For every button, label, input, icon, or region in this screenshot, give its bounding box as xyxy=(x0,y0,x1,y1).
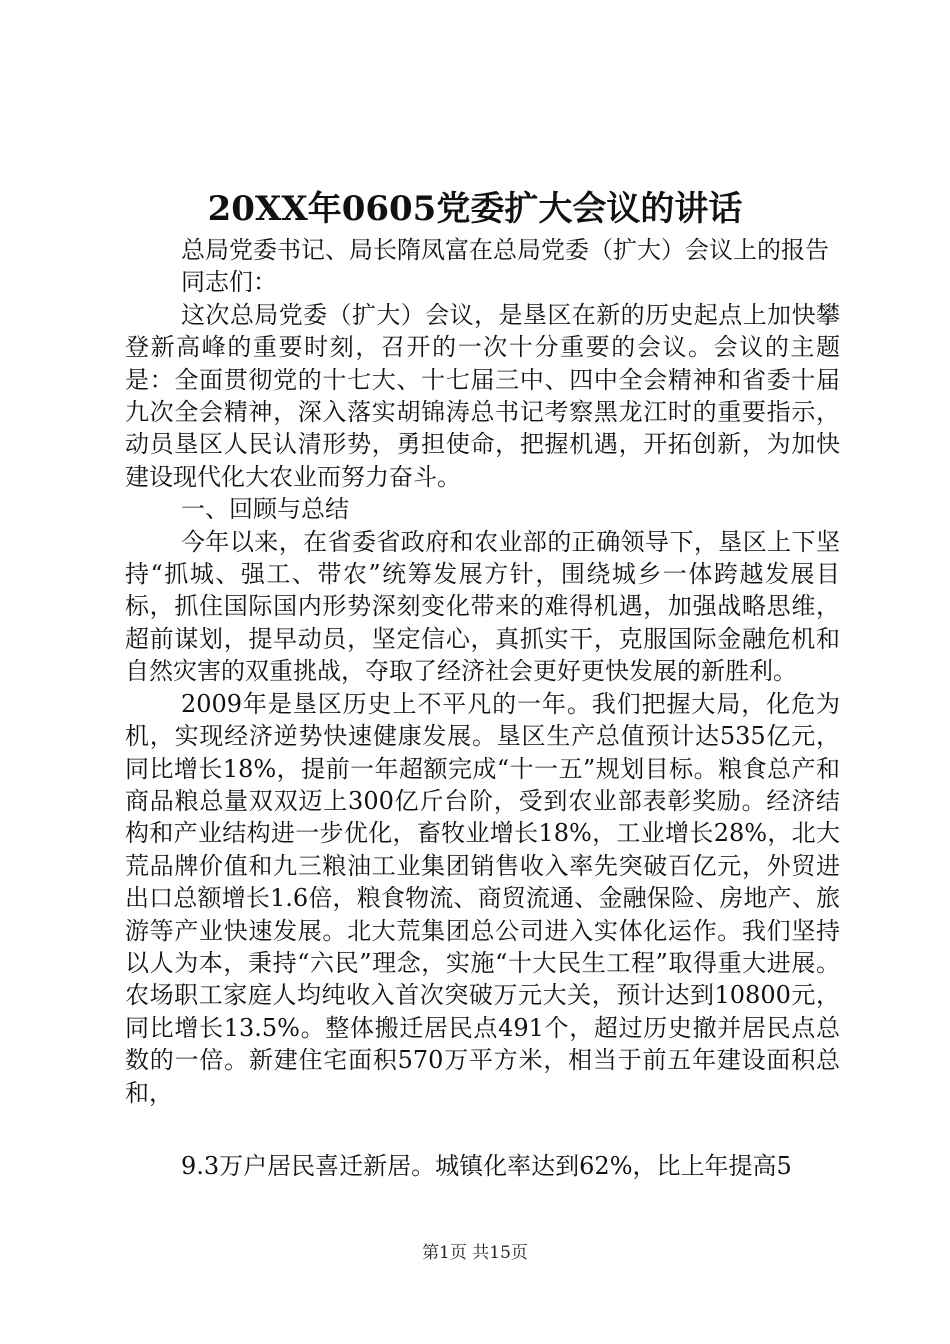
paragraph-continuation: 9.3万户居民喜迁新居。城镇化率达到62%，比上年提高5 xyxy=(181,1152,792,1180)
document-title: 20XX年0605党委扩大会议的讲话 xyxy=(207,189,743,229)
paragraph-2009: 2009年是垦区历史上不平凡的一年。我们把握大局，化危为机，实现经济逆势快速健康发展。垦区生产总值预计达535亿元，同比增长18%，提前一年超额完成“十一五”规划目标。粮食总产和商品粮总量双双迈上300亿斤台阶，受到农业部表彰奖励。经济结构和产业结构进一步优化，畜牧业增长18%，工业增长28%，北大荒品牌价值和九三粮油工业集团销售收入率先突破百亿元，外贸进出口总额增长1.6倍，粮食物流、商贸流通、金融保险、房地产、旅游等产业快速发展。北大荒集团总公司进入实体化运作。我们坚持以人为本，秉持“六民”理念，实施“十大民生工程”取得重大进展。农场职工家庭人均纯收入首次突破万元大关，预计达到10800元，同比增长13.5%。整体搬迁居民点491个，超过历史撤并居民点总数的一倍。新建住宅面积570万平方米，相当于前五年建设面积总和， xyxy=(125,689,840,1107)
salutation: 同志们： xyxy=(181,268,277,297)
report-subtitle: 总局党委书记、局长隋凤富在总局党委（扩大）会议上的报告 xyxy=(181,236,829,264)
document-body xyxy=(125,234,840,1109)
paragraph-intro: 这次总局党委（扩大）会议，是垦区在新的历史起点上加快攀登新高峰的重要时刻，召开的一次十分重要的会议。会议的主题是：全面贯彻党的十七大、十七届三中、四中全会精神和省委十届九次全会精神，深入落实胡锦涛总书记考察黑龙江时的重要指示，动员垦区人民认清形势，勇担使命，把握机遇，开拓创新，为加快建设现代化大农业而努力奋斗。 xyxy=(125,300,840,491)
page-footer: 第1页 共15页 xyxy=(422,1243,528,1263)
section-heading: 一、回顾与总结 xyxy=(181,495,349,524)
paragraph-review: 今年以来，在省委省政府和农业部的正确领导下，垦区上下坚持“抓城、强工、带农”统筹发展方针，围绕城乡一体跨越发展目标，抓住国际国内形势深刻变化带来的难得机遇，加强战略思维，超前谋划，提早动员，坚定信心，真抓实干，克服国际金融危机和自然灾害的双重挑战，夺取了经济社会更好更快发展的新胜利。 xyxy=(125,527,840,686)
